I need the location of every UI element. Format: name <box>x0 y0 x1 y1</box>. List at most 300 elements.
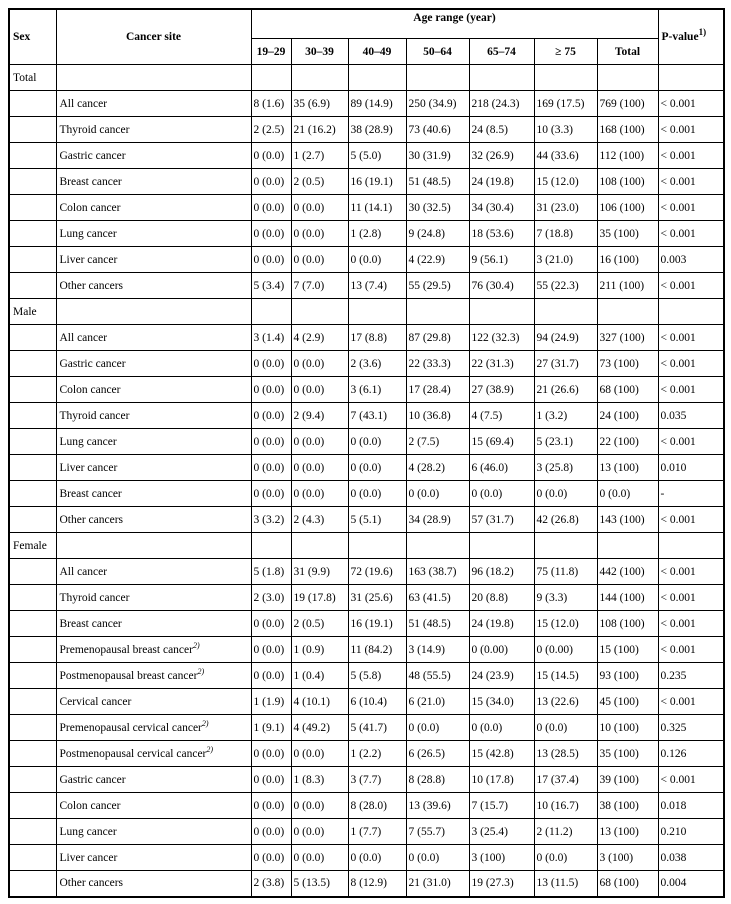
empty-cell <box>9 793 56 819</box>
value-cell: 11 (84.2) <box>348 637 406 663</box>
value-cell: 108 (100) <box>597 169 658 195</box>
value-cell: 2 (0.5) <box>291 611 348 637</box>
value-cell: 0 (0.0) <box>251 741 291 767</box>
table-row <box>9 351 724 377</box>
value-cell: 0 (0.0) <box>534 715 597 741</box>
value-cell: 163 (38.7) <box>406 559 469 585</box>
cancer-site-cell <box>56 689 251 715</box>
empty-cell <box>9 117 56 143</box>
value-cell: 31 (25.6) <box>348 585 406 611</box>
pvalue-cell: 0.038 <box>658 845 724 871</box>
value-cell: 7 (55.7) <box>406 819 469 845</box>
value-cell: 3 (14.9) <box>406 637 469 663</box>
value-cell: 57 (31.7) <box>469 507 534 533</box>
pvalue-cell: < 0.001 <box>658 559 724 585</box>
cancer-site-label: Thyroid cancer <box>59 123 130 136</box>
value-cell: 0 (0.0) <box>406 481 469 507</box>
value-cell: 42 (26.8) <box>534 507 597 533</box>
pvalue-cell: < 0.001 <box>658 195 724 221</box>
value-cell: 0 (0.0) <box>291 429 348 455</box>
empty-cell <box>597 65 658 91</box>
footnote-marker: 2) <box>201 718 209 728</box>
value-cell: 218 (24.3) <box>469 91 534 117</box>
value-cell: 22 (33.3) <box>406 351 469 377</box>
footnote-marker: 2) <box>197 666 205 676</box>
value-cell: 5 (5.8) <box>348 663 406 689</box>
cancer-site-label: Lung cancer <box>59 227 117 240</box>
value-cell: 0 (0.0) <box>251 767 291 793</box>
value-cell: 13 (39.6) <box>406 793 469 819</box>
value-cell: 10 (3.3) <box>534 117 597 143</box>
table-row <box>9 741 724 767</box>
pvalue-cell: < 0.001 <box>658 689 724 715</box>
cancer-site-cell <box>56 117 251 143</box>
cancer-site-cell <box>56 247 251 273</box>
value-cell: 31 (9.9) <box>291 559 348 585</box>
value-cell: 19 (17.8) <box>291 585 348 611</box>
cancer-site-label: Colon cancer <box>59 383 121 396</box>
cancer-site-cell <box>56 767 251 793</box>
value-cell: 1 (7.7) <box>348 819 406 845</box>
cancer-site-label: Colon cancer <box>59 201 121 214</box>
value-cell: 38 (28.9) <box>348 117 406 143</box>
value-cell: 11 (14.1) <box>348 195 406 221</box>
value-cell: 0 (0.0) <box>251 663 291 689</box>
value-cell: 27 (38.9) <box>469 377 534 403</box>
value-cell: 0 (0.0) <box>291 351 348 377</box>
empty-cell <box>469 65 534 91</box>
pvalue-cell: 0.325 <box>658 715 724 741</box>
pvalue-cell: < 0.001 <box>658 351 724 377</box>
empty-cell <box>9 637 56 663</box>
cancer-site-label: Postmenopausal cervical cancer <box>59 747 207 760</box>
pvalue-cell: < 0.001 <box>658 117 724 143</box>
value-cell: 1 (2.8) <box>348 221 406 247</box>
cancer-site-label: Thyroid cancer <box>59 591 130 604</box>
value-cell: 30 (31.9) <box>406 143 469 169</box>
value-cell: 3 (25.8) <box>534 455 597 481</box>
cancer-site-cell <box>56 377 251 403</box>
value-cell: 0 (0.0) <box>251 481 291 507</box>
value-cell: 0 (0.0) <box>251 819 291 845</box>
value-cell: 13 (22.6) <box>534 689 597 715</box>
cancer-site-label: Gastric cancer <box>59 357 126 370</box>
value-cell: 87 (29.8) <box>406 325 469 351</box>
value-cell: 5 (3.4) <box>251 273 291 299</box>
value-cell: 10 (17.8) <box>469 767 534 793</box>
empty-cell <box>469 533 534 559</box>
value-cell: 0 (0.0) <box>251 195 291 221</box>
group-row <box>9 65 724 91</box>
empty-cell <box>406 533 469 559</box>
cancer-site-label: Premenopausal cervical cancer <box>59 721 202 734</box>
cancer-site-label: All cancer <box>59 97 108 110</box>
value-cell: 34 (30.4) <box>469 195 534 221</box>
value-cell: 327 (100) <box>597 325 658 351</box>
value-cell: 30 (32.5) <box>406 195 469 221</box>
value-cell: 72 (19.6) <box>348 559 406 585</box>
value-cell: 15 (100) <box>597 637 658 663</box>
table-row <box>9 455 724 481</box>
value-cell: 6 (26.5) <box>406 741 469 767</box>
empty-cell <box>9 715 56 741</box>
empty-cell <box>9 507 56 533</box>
group-label: Total <box>9 65 56 91</box>
value-cell: 1 (8.3) <box>291 767 348 793</box>
value-cell: 106 (100) <box>597 195 658 221</box>
table-row <box>9 117 724 143</box>
pvalue-cell: < 0.001 <box>658 143 724 169</box>
table-row <box>9 481 724 507</box>
value-cell: 6 (21.0) <box>406 689 469 715</box>
table-row <box>9 247 724 273</box>
cancer-site-label: Colon cancer <box>59 799 121 812</box>
empty-cell <box>9 195 56 221</box>
value-cell: 769 (100) <box>597 91 658 117</box>
value-cell: 5 (1.8) <box>251 559 291 585</box>
value-cell: 19 (27.3) <box>469 871 534 897</box>
table-row <box>9 143 724 169</box>
pvalue-cell: < 0.001 <box>658 507 724 533</box>
group-label: Female <box>9 533 56 559</box>
empty-cell <box>9 273 56 299</box>
empty-cell <box>348 533 406 559</box>
value-cell: 0 (0.0) <box>291 819 348 845</box>
value-cell: 10 (100) <box>597 715 658 741</box>
cancer-site-cell <box>56 871 251 897</box>
table-row <box>9 169 724 195</box>
table-row <box>9 715 724 741</box>
value-cell: 48 (55.5) <box>406 663 469 689</box>
cancer-site-cell <box>56 429 251 455</box>
pvalue-cell: < 0.001 <box>658 221 724 247</box>
value-cell: 13 (7.4) <box>348 273 406 299</box>
empty-cell <box>9 169 56 195</box>
value-cell: 15 (34.0) <box>469 689 534 715</box>
value-cell: 1 (2.2) <box>348 741 406 767</box>
pvalue-cell: < 0.001 <box>658 91 724 117</box>
group-row <box>9 533 724 559</box>
cancer-site-cell <box>56 455 251 481</box>
value-cell: 73 (40.6) <box>406 117 469 143</box>
value-cell: 168 (100) <box>597 117 658 143</box>
cancer-site-label: Lung cancer <box>59 435 117 448</box>
value-cell: 442 (100) <box>597 559 658 585</box>
table-row <box>9 91 724 117</box>
value-cell: 0 (0.0) <box>251 429 291 455</box>
value-cell: 13 (100) <box>597 455 658 481</box>
empty-cell <box>9 247 56 273</box>
value-cell: 21 (26.6) <box>534 377 597 403</box>
value-cell: 3 (21.0) <box>534 247 597 273</box>
value-cell: 73 (100) <box>597 351 658 377</box>
cancer-site-cell <box>56 221 251 247</box>
empty-cell <box>9 741 56 767</box>
empty-cell <box>9 611 56 637</box>
value-cell: 122 (32.3) <box>469 325 534 351</box>
cancer-site-cell <box>56 715 251 741</box>
value-cell: 16 (19.1) <box>348 169 406 195</box>
value-cell: 2 (4.3) <box>291 507 348 533</box>
empty-cell <box>597 299 658 325</box>
value-cell: 9 (3.3) <box>534 585 597 611</box>
pvalue-cell: < 0.001 <box>658 169 724 195</box>
value-cell: 75 (11.8) <box>534 559 597 585</box>
value-cell: 4 (10.1) <box>291 689 348 715</box>
value-cell: 68 (100) <box>597 377 658 403</box>
value-cell: 96 (18.2) <box>469 559 534 585</box>
table-row <box>9 585 724 611</box>
pvalue-cell: - <box>658 481 724 507</box>
value-cell: 8 (28.8) <box>406 767 469 793</box>
empty-cell <box>406 65 469 91</box>
value-cell: 17 (8.8) <box>348 325 406 351</box>
value-cell: 22 (100) <box>597 429 658 455</box>
cancer-site-cell <box>56 845 251 871</box>
cancer-site-label: All cancer <box>59 331 108 344</box>
value-cell: 0 (0.0) <box>291 377 348 403</box>
cancer-site-cell <box>56 143 251 169</box>
value-cell: 24 (100) <box>597 403 658 429</box>
value-cell: 0 (0.0) <box>291 195 348 221</box>
value-cell: 0 (0.0) <box>469 481 534 507</box>
empty-cell <box>348 65 406 91</box>
value-cell: 24 (23.9) <box>469 663 534 689</box>
value-cell: 63 (41.5) <box>406 585 469 611</box>
pvalue-cell: < 0.001 <box>658 273 724 299</box>
value-cell: 18 (53.6) <box>469 221 534 247</box>
value-cell: 0 (0.00) <box>534 637 597 663</box>
empty-cell <box>9 325 56 351</box>
value-cell: 55 (22.3) <box>534 273 597 299</box>
value-cell: 15 (12.0) <box>534 611 597 637</box>
empty-cell <box>9 767 56 793</box>
value-cell: 22 (31.3) <box>469 351 534 377</box>
table-row <box>9 845 724 871</box>
empty-cell <box>597 533 658 559</box>
cancer-site-cell <box>56 169 251 195</box>
value-cell: 45 (100) <box>597 689 658 715</box>
value-cell: 4 (49.2) <box>291 715 348 741</box>
cancer-site-label: All cancer <box>59 565 108 578</box>
empty-cell <box>469 299 534 325</box>
table-row <box>9 611 724 637</box>
value-cell: 0 (0.0) <box>251 845 291 871</box>
value-cell: 0 (0.0) <box>348 845 406 871</box>
empty-cell <box>251 299 291 325</box>
value-cell: 7 (43.1) <box>348 403 406 429</box>
value-cell: 143 (100) <box>597 507 658 533</box>
value-cell: 38 (100) <box>597 793 658 819</box>
empty-cell <box>56 533 251 559</box>
table-row <box>9 377 724 403</box>
value-cell: 35 (100) <box>597 741 658 767</box>
pvalue-cell: 0.035 <box>658 403 724 429</box>
header-age-30-39: 30–39 <box>291 39 348 65</box>
value-cell: 4 (7.5) <box>469 403 534 429</box>
value-cell: 3 (100) <box>597 845 658 871</box>
value-cell: 2 (3.6) <box>348 351 406 377</box>
cancer-site-cell <box>56 273 251 299</box>
value-cell: 2 (11.2) <box>534 819 597 845</box>
empty-cell <box>9 871 56 897</box>
value-cell: 112 (100) <box>597 143 658 169</box>
table-row <box>9 403 724 429</box>
empty-cell <box>9 481 56 507</box>
empty-cell <box>251 533 291 559</box>
empty-cell <box>9 143 56 169</box>
value-cell: 3 (6.1) <box>348 377 406 403</box>
empty-cell <box>534 65 597 91</box>
cancer-site-cell <box>56 403 251 429</box>
value-cell: 15 (42.8) <box>469 741 534 767</box>
cancer-site-label: Cervical cancer <box>59 695 132 708</box>
value-cell: 7 (18.8) <box>534 221 597 247</box>
value-cell: 13 (28.5) <box>534 741 597 767</box>
value-cell: 0 (0.0) <box>348 455 406 481</box>
value-cell: 0 (0.0) <box>291 455 348 481</box>
value-cell: 24 (19.8) <box>469 611 534 637</box>
table-row <box>9 273 724 299</box>
value-cell: 9 (56.1) <box>469 247 534 273</box>
empty-cell <box>9 559 56 585</box>
value-cell: 20 (8.8) <box>469 585 534 611</box>
pvalue-cell: < 0.001 <box>658 767 724 793</box>
value-cell: 0 (0.0) <box>291 741 348 767</box>
value-cell: 0 (0.0) <box>251 169 291 195</box>
empty-cell <box>534 299 597 325</box>
value-cell: 2 (0.5) <box>291 169 348 195</box>
cancer-site-label: Liver cancer <box>59 253 118 266</box>
footnote-marker: 2) <box>192 640 200 650</box>
value-cell: 15 (12.0) <box>534 169 597 195</box>
value-cell: 0 (0.0) <box>597 481 658 507</box>
value-cell: 0 (0.0) <box>348 247 406 273</box>
cancer-site-cell <box>56 481 251 507</box>
header-pvalue-footnote: 1) <box>698 27 707 37</box>
table-row <box>9 689 724 715</box>
group-row <box>9 299 724 325</box>
table-row <box>9 663 724 689</box>
cancer-site-label: Premenopausal breast cancer <box>59 643 193 656</box>
pvalue-cell: < 0.001 <box>658 325 724 351</box>
value-cell: 2 (2.5) <box>251 117 291 143</box>
value-cell: 34 (28.9) <box>406 507 469 533</box>
value-cell: 5 (41.7) <box>348 715 406 741</box>
value-cell: 89 (14.9) <box>348 91 406 117</box>
pvalue-cell: 0.126 <box>658 741 724 767</box>
value-cell: 3 (7.7) <box>348 767 406 793</box>
cancer-site-label: Breast cancer <box>59 175 122 188</box>
cancer-site-label: Other cancers <box>59 513 124 526</box>
cancer-site-label: Liver cancer <box>59 461 118 474</box>
table-body <box>9 65 724 897</box>
cancer-site-label: Thyroid cancer <box>59 409 130 422</box>
value-cell: 0 (0.0) <box>291 247 348 273</box>
cancer-site-cell <box>56 663 251 689</box>
header-pvalue-label: P-value <box>661 31 699 43</box>
value-cell: 9 (24.8) <box>406 221 469 247</box>
value-cell: 10 (36.8) <box>406 403 469 429</box>
cancer-site-cell <box>56 559 251 585</box>
empty-cell <box>658 299 724 325</box>
pvalue-cell: 0.235 <box>658 663 724 689</box>
table-row <box>9 429 724 455</box>
value-cell: 94 (24.9) <box>534 325 597 351</box>
value-cell: 1 (0.4) <box>291 663 348 689</box>
cancer-site-cell <box>56 793 251 819</box>
cancer-site-cell <box>56 91 251 117</box>
cancer-site-cell <box>56 637 251 663</box>
value-cell: 8 (1.6) <box>251 91 291 117</box>
value-cell: 10 (16.7) <box>534 793 597 819</box>
value-cell: 31 (23.0) <box>534 195 597 221</box>
cancer-site-label: Gastric cancer <box>59 773 126 786</box>
pvalue-cell: 0.018 <box>658 793 724 819</box>
empty-cell <box>658 533 724 559</box>
value-cell: 13 (100) <box>597 819 658 845</box>
value-cell: 4 (28.2) <box>406 455 469 481</box>
empty-cell <box>56 65 251 91</box>
pvalue-cell: < 0.001 <box>658 429 724 455</box>
group-label: Male <box>9 299 56 325</box>
empty-cell <box>251 65 291 91</box>
header-cancer-site: Cancer site <box>56 9 251 65</box>
value-cell: 55 (29.5) <box>406 273 469 299</box>
value-cell: 211 (100) <box>597 273 658 299</box>
cancer-site-label: Gastric cancer <box>59 149 126 162</box>
value-cell: 27 (31.7) <box>534 351 597 377</box>
value-cell: 144 (100) <box>597 585 658 611</box>
value-cell: 0 (0.0) <box>291 845 348 871</box>
empty-cell <box>9 377 56 403</box>
header-pvalue <box>658 9 724 65</box>
value-cell: 0 (0.0) <box>406 715 469 741</box>
value-cell: 1 (9.1) <box>251 715 291 741</box>
value-cell: 15 (14.5) <box>534 663 597 689</box>
value-cell: 1 (3.2) <box>534 403 597 429</box>
cancer-site-label: Lung cancer <box>59 825 117 838</box>
value-cell: 4 (2.9) <box>291 325 348 351</box>
value-cell: 0 (0.0) <box>251 247 291 273</box>
empty-cell <box>9 663 56 689</box>
cancer-site-cell <box>56 819 251 845</box>
value-cell: 3 (100) <box>469 845 534 871</box>
value-cell: 24 (8.5) <box>469 117 534 143</box>
empty-cell <box>9 91 56 117</box>
value-cell: 0 (0.0) <box>251 455 291 481</box>
empty-cell <box>9 403 56 429</box>
value-cell: 0 (0.00) <box>469 637 534 663</box>
cancer-site-label: Postmenopausal breast cancer <box>59 669 198 682</box>
cancer-site-cell <box>56 611 251 637</box>
empty-cell <box>9 845 56 871</box>
value-cell: 0 (0.0) <box>251 637 291 663</box>
value-cell: 17 (37.4) <box>534 767 597 793</box>
header-age-range: Age range (year) <box>251 9 658 39</box>
pvalue-cell: 0.004 <box>658 871 724 897</box>
table-row <box>9 325 724 351</box>
pvalue-cell: 0.003 <box>658 247 724 273</box>
value-cell: 3 (1.4) <box>251 325 291 351</box>
value-cell: 51 (48.5) <box>406 169 469 195</box>
cancer-age-table <box>8 8 725 898</box>
value-cell: 4 (22.9) <box>406 247 469 273</box>
empty-cell <box>9 351 56 377</box>
table-row <box>9 195 724 221</box>
value-cell: 0 (0.0) <box>469 715 534 741</box>
value-cell: 3 (25.4) <box>469 819 534 845</box>
